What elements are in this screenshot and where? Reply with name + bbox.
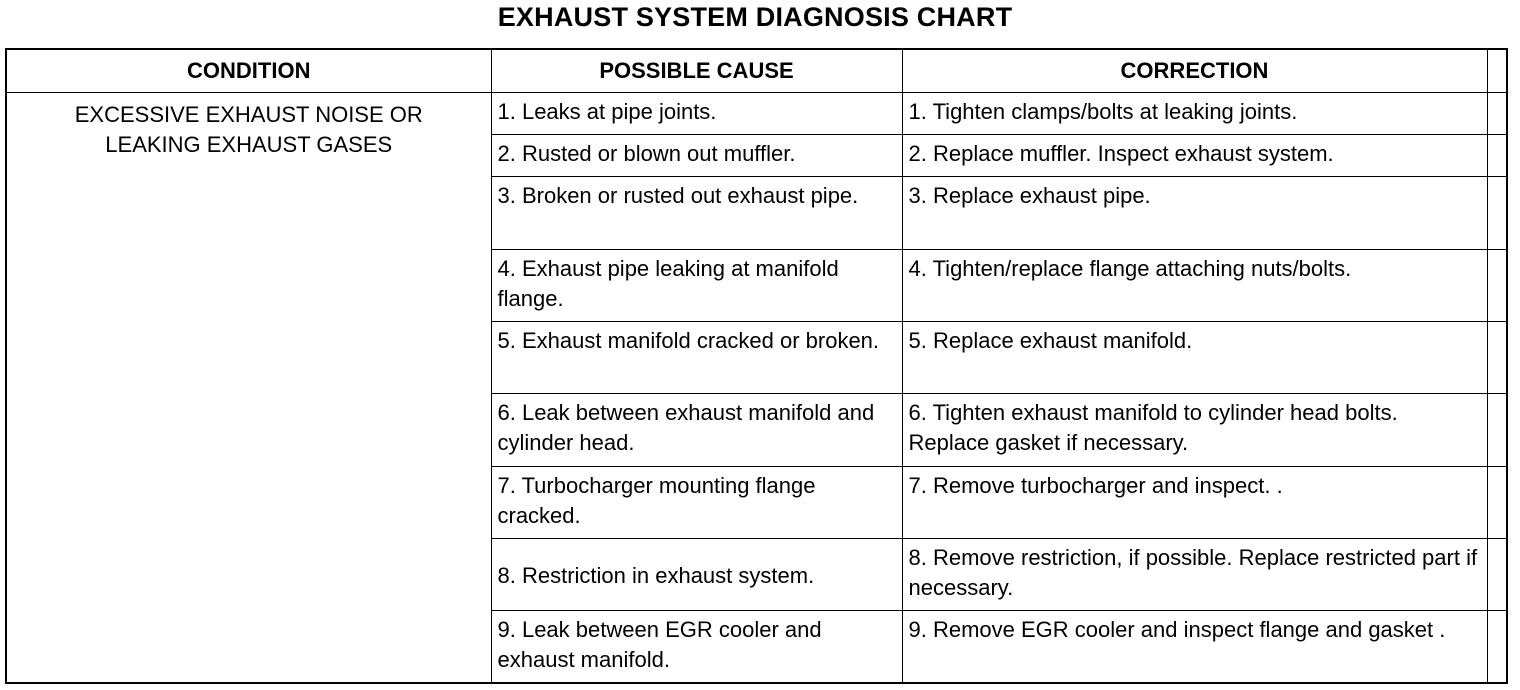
cause-cell: 3. Broken or rusted out exhaust pipe. [491, 177, 902, 249]
side-column-header [1487, 49, 1507, 93]
condition-line: EXCESSIVE EXHAUST NOISE OR [74, 102, 423, 127]
condition-cell [6, 93, 491, 684]
side-cell [1487, 177, 1507, 249]
diagnosis-table [5, 48, 1508, 684]
correction-cell: 1. Tighten clamps/bolts at leaking joints. [902, 93, 1487, 135]
table-row [6, 93, 1507, 135]
cause-header: POSSIBLE CAUSE [491, 49, 902, 93]
correction-cell: 3. Replace exhaust pipe. [902, 177, 1487, 249]
cause-cell: 7. Turbocharger mounting flange cracked. [491, 466, 902, 538]
cause-cell: 5. Exhaust manifold cracked or broken. [491, 321, 902, 393]
correction-cell: 7. Remove turbocharger and inspect. . [902, 466, 1487, 538]
cause-cell: 4. Exhaust pipe leaking at manifold flange. [491, 249, 902, 321]
condition-header: CONDITION [6, 49, 491, 93]
correction-cell: 5. Replace exhaust manifold. [902, 321, 1487, 393]
side-cell [1487, 135, 1507, 177]
cause-cell: 1. Leaks at pipe joints. [491, 93, 902, 135]
correction-cell: 8. Remove restriction, if possible. Replace restricted part if necessary. [902, 538, 1487, 610]
correction-cell: 6. Tighten exhaust manifold to cylinder head bolts. Replace gasket if necessary. [902, 394, 1487, 466]
correction-cell: 4. Tighten/replace flange attaching nuts/bolts. [902, 249, 1487, 321]
side-cell [1487, 538, 1507, 610]
side-cell [1487, 93, 1507, 135]
side-cell [1487, 249, 1507, 321]
side-cell [1487, 611, 1507, 683]
correction-cell: 9. Remove EGR cooler and inspect flange and gasket . [902, 611, 1487, 683]
cause-cell: 9. Leak between EGR cooler and exhaust manifold. [491, 611, 902, 683]
condition-line: LEAKING EXHAUST GASES [105, 132, 393, 157]
cause-cell: 8. Restriction in exhaust system. [491, 538, 902, 610]
side-cell [1487, 394, 1507, 466]
side-cell [1487, 466, 1507, 538]
header-row [6, 49, 1507, 93]
correction-header: CORRECTION [902, 49, 1487, 93]
correction-cell: 2. Replace muffler. Inspect exhaust system. [902, 135, 1487, 177]
page-title: EXHAUST SYSTEM DIAGNOSIS CHART [497, 2, 1013, 32]
cause-cell: 2. Rusted or blown out muffler. [491, 135, 902, 177]
side-cell [1487, 321, 1507, 393]
cause-cell: 6. Leak between exhaust manifold and cylinder head. [491, 394, 902, 466]
